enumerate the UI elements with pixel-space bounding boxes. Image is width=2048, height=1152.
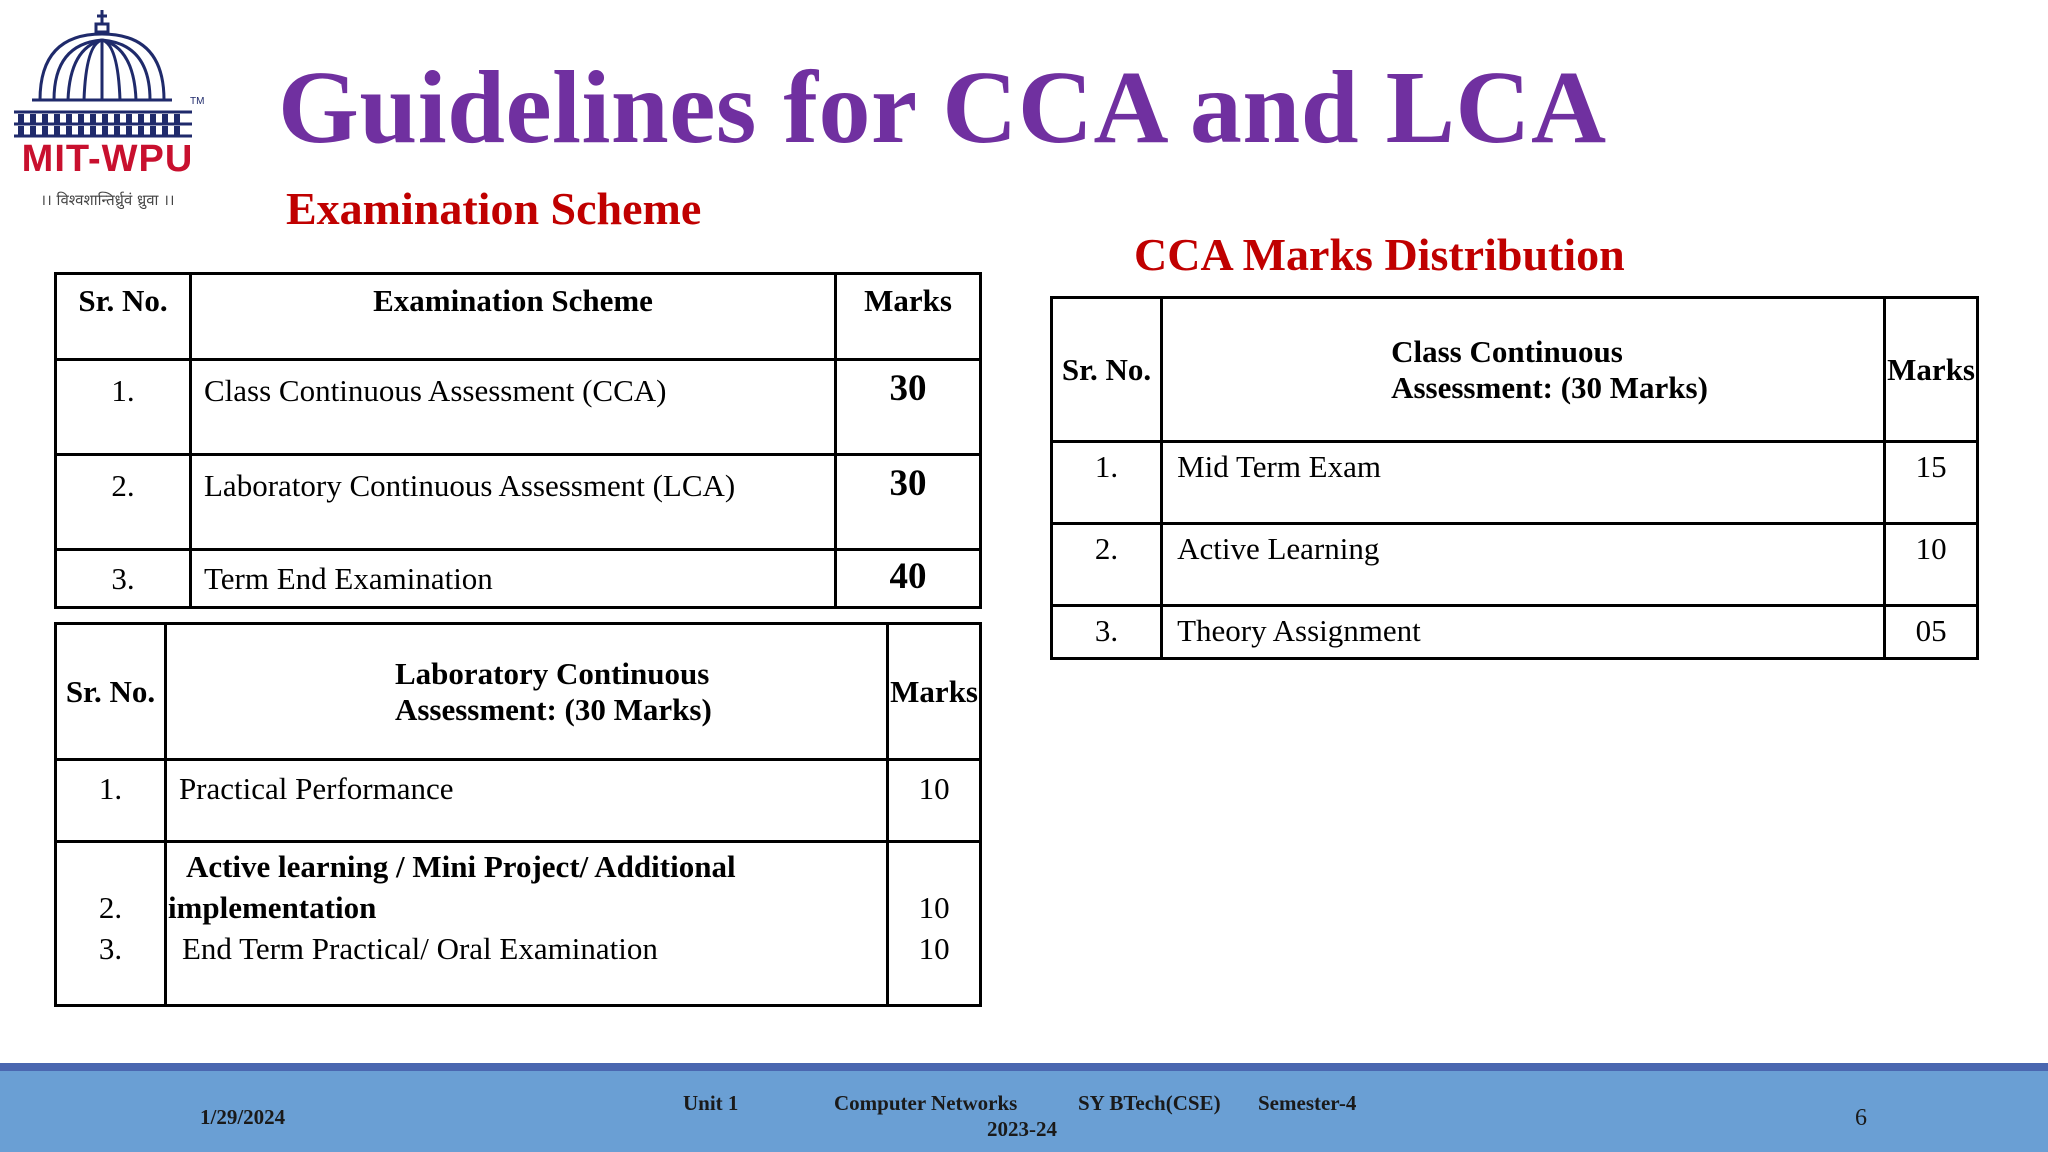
row-marks: 15 [1885, 442, 1978, 524]
lca-table [54, 622, 982, 1007]
row-marks: 40 [836, 550, 981, 608]
footer-date: 1/29/2024 [200, 1105, 286, 1129]
header-line-2: Assessment: (30 Marks) [394, 691, 712, 727]
row-sr-3: 3. [98, 931, 123, 966]
table-row [1052, 606, 1978, 659]
footer-unit: Unit 1 [683, 1091, 739, 1115]
row-name-line-3: End Term Practical/ Oral Examination [181, 931, 658, 966]
row-sr: 1. [56, 360, 191, 455]
logo-wordmark: MIT-WPU [21, 138, 194, 180]
row-name: Practical Performance [165, 760, 887, 842]
table-row [1052, 442, 1978, 524]
row-marks: 05 [1885, 606, 1978, 659]
table-row [56, 760, 981, 842]
row-name: Term End Examination [191, 550, 836, 608]
row-sr [56, 842, 166, 1006]
header-lca-title [165, 624, 887, 760]
row-marks-3: 10 [918, 931, 950, 966]
header-cca-title [1162, 298, 1885, 442]
table-row [56, 455, 981, 550]
footer-page-number: 6 [1855, 1105, 1867, 1131]
exam-scheme-table [54, 272, 982, 609]
footer-divider [0, 1063, 2048, 1071]
header-line-1: Class Continuous [1391, 333, 1623, 369]
header-marks: Marks [1885, 298, 1978, 442]
row-sr-2: 2. [98, 890, 123, 925]
table-header-row [56, 624, 981, 760]
row-name: Class Continuous Assessment (CCA) [191, 360, 836, 455]
header-marks: Marks [836, 274, 981, 360]
row-marks [888, 842, 981, 1006]
header-sr-no: Sr. No. [56, 274, 191, 360]
table-row [1052, 524, 1978, 606]
row-name-line-2: implementation [167, 890, 377, 925]
row-sr: 1. [56, 760, 166, 842]
cca-table [1050, 296, 1979, 660]
footer-year: 2023-24 [987, 1117, 1057, 1141]
footer-course: Computer Networks [834, 1091, 1018, 1115]
row-marks-2: 10 [918, 890, 950, 925]
header-sr-no: Sr. No. [56, 624, 166, 760]
header-sr-no: Sr. No. [1052, 298, 1162, 442]
table-row [56, 842, 981, 1006]
header-line-2: Assessment: (30 Marks) [1391, 369, 1708, 405]
row-name: Theory Assignment [1162, 606, 1885, 659]
footer-program: SY BTech(CSE) [1078, 1091, 1221, 1115]
header-exam-scheme: Examination Scheme [191, 274, 836, 360]
row-marks: 30 [836, 455, 981, 550]
page-title: Guidelines for CCA and LCA [278, 50, 1607, 165]
mit-wpu-logo [10, 8, 205, 218]
cca-heading: CCA Marks Distribution [1134, 229, 1625, 280]
row-name [165, 842, 887, 1006]
row-name: Active Learning [1162, 524, 1885, 606]
row-sr: 2. [56, 455, 191, 550]
svg-text:TM: TM [190, 96, 205, 107]
row-marks: 10 [1885, 524, 1978, 606]
table-header-row [56, 274, 981, 360]
footer-semester: Semester-4 [1258, 1091, 1357, 1115]
table-row [56, 550, 981, 608]
exam-scheme-heading: Examination Scheme [286, 183, 702, 234]
table-header-row [1052, 298, 1978, 442]
row-marks: 10 [888, 760, 981, 842]
header-marks: Marks [888, 624, 981, 760]
row-sr: 3. [56, 550, 191, 608]
row-marks: 30 [836, 360, 981, 455]
table-row [56, 360, 981, 455]
slide-footer [0, 1071, 2048, 1152]
row-sr: 1. [1052, 442, 1162, 524]
row-name-line-1: Active learning / Mini Project/ Additional [185, 849, 736, 884]
header-line-1: Laboratory Continuous [394, 655, 710, 691]
logo-tagline: ।। विश्वशान्तिर्ध्रुवं ध्रुवा ।। [40, 191, 175, 209]
row-name: Laboratory Continuous Assessment (LCA) [191, 455, 836, 550]
row-name: Mid Term Exam [1162, 442, 1885, 524]
row-sr: 2. [1052, 524, 1162, 606]
row-sr: 3. [1052, 606, 1162, 659]
